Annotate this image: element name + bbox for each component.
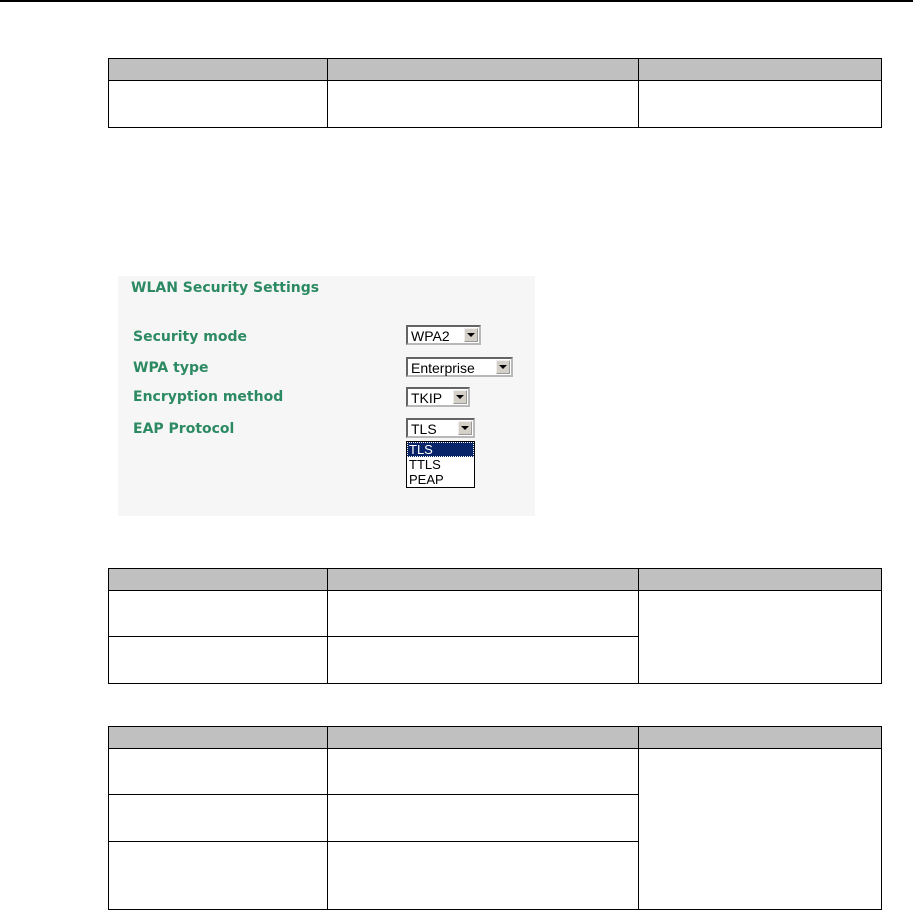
- eap-option-ttls[interactable]: TTLS: [409, 457, 441, 472]
- settings-table-2: [108, 568, 882, 684]
- chevron-down-icon[interactable]: [464, 328, 478, 342]
- chevron-down-icon[interactable]: [453, 390, 467, 404]
- table-header-row: [109, 569, 882, 591]
- eap-protocol-label: EAP Protocol: [133, 421, 235, 437]
- table-header-row: [109, 727, 882, 749]
- security-mode-value: WPA2: [411, 328, 450, 344]
- table-header-cell: [639, 569, 882, 591]
- table-cell: [328, 81, 639, 128]
- table-cell: [328, 795, 639, 842]
- table-header-cell: [639, 727, 882, 749]
- table-cell: [109, 81, 328, 128]
- wlan-security-settings-panel: [118, 276, 535, 516]
- table-header-cell: [328, 569, 639, 591]
- table-cell: [639, 81, 882, 128]
- chevron-down-icon[interactable]: [496, 360, 510, 374]
- table-cell: [639, 749, 882, 910]
- table-cell: [109, 591, 328, 637]
- encryption-method-label: Encryption method: [133, 389, 284, 405]
- page-top-rule: [0, 0, 913, 2]
- encryption-method-value: TKIP: [411, 390, 443, 406]
- table-row: [109, 81, 882, 128]
- wpa-type-label: WPA type: [133, 360, 209, 376]
- eap-protocol-select[interactable]: [406, 418, 475, 438]
- eap-option-tls[interactable]: TLS: [407, 442, 474, 457]
- chevron-down-icon[interactable]: [458, 421, 472, 435]
- table-header-cell: [328, 59, 639, 81]
- table-cell: [109, 842, 328, 910]
- eap-protocol-value: TLS: [411, 421, 437, 437]
- wpa-type-select[interactable]: [406, 357, 513, 377]
- table-cell: [109, 795, 328, 842]
- table-cell: [328, 637, 639, 684]
- table-header-cell: [328, 727, 639, 749]
- encryption-method-select[interactable]: [406, 387, 470, 407]
- table-row: [109, 749, 882, 795]
- table-header-cell: [109, 59, 328, 81]
- table-cell: [639, 591, 882, 684]
- table-header-cell: [109, 569, 328, 591]
- table-row: [109, 591, 882, 637]
- settings-table-3: [108, 726, 882, 910]
- table-cell: [328, 591, 639, 637]
- table-cell: [328, 842, 639, 910]
- security-mode-label: Security mode: [133, 329, 247, 345]
- table-header-cell: [109, 727, 328, 749]
- wpa-type-value: Enterprise: [411, 360, 475, 376]
- eap-option-peap[interactable]: PEAP: [409, 472, 444, 487]
- security-mode-select[interactable]: [406, 325, 481, 345]
- panel-title: WLAN Security Settings: [131, 280, 320, 296]
- table-cell: [328, 749, 639, 795]
- table-cell: [109, 749, 328, 795]
- settings-table-1: [108, 58, 882, 128]
- table-header-cell: [639, 59, 882, 81]
- table-cell: [109, 637, 328, 684]
- eap-protocol-dropdown-list: [406, 441, 475, 488]
- table-header-row: [109, 59, 882, 81]
